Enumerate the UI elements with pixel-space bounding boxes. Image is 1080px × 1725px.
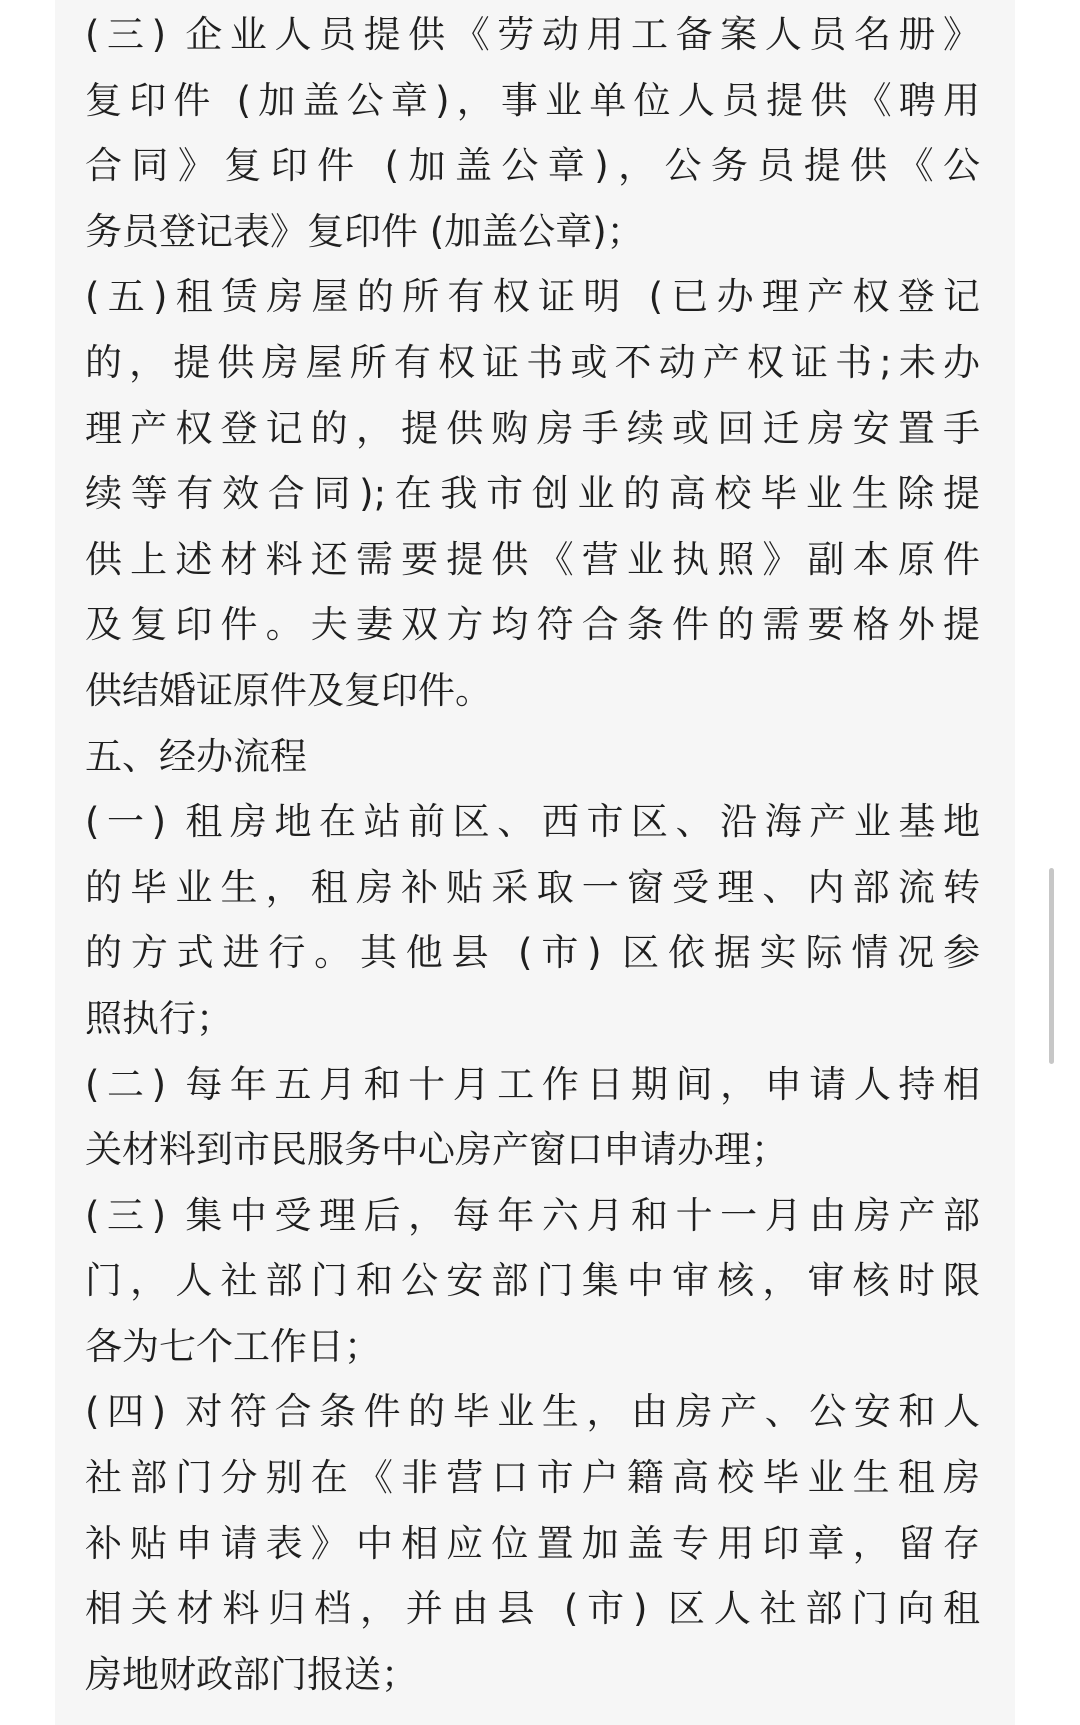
text-line: 的，提供房屋所有权证书或不动产权证书;未办 xyxy=(85,340,980,384)
text-line: 社部门分别在《非营口市户籍高校毕业生租房 xyxy=(85,1456,980,1500)
text-line: 房地财政部门报送； xyxy=(85,1652,418,1696)
section-heading: 五、经办流程 xyxy=(85,734,307,778)
text-line: 务员登记表》复印件 (加盖公章)； xyxy=(85,209,644,253)
text-line: 各为七个工作日； xyxy=(85,1324,381,1368)
text-line: 相关材料归档，并由县 (市) 区人社部门向租 xyxy=(85,1587,980,1631)
text-line: (三) 企业人员提供《劳动用工备案人员名册》 xyxy=(85,13,980,56)
text-line: 合同》复印件 (加盖公章)，公务员提供《公 xyxy=(85,144,980,188)
document-page xyxy=(55,0,1015,1725)
text-line: 的毕业生，租房补贴采取一窗受理、内部流转 xyxy=(85,865,980,909)
text-line: 补贴申请表》中相应位置加盖专用印章，留存 xyxy=(85,1521,980,1565)
text-line: 照执行； xyxy=(85,996,233,1040)
text-line: 复印件 (加盖公章)，事业单位人员提供《聘用 xyxy=(85,78,980,122)
text-line: (二) 每年五月和十月工作日期间，申请人持相 xyxy=(85,1062,980,1106)
document-text xyxy=(85,0,980,1707)
text-line: 供结婚证原件及复印件。 xyxy=(85,668,492,712)
text-line: 供上述材料还需要提供《营业执照》副本原件 xyxy=(85,537,980,581)
text-line: (四) 对符合条件的毕业生，由房产、公安和人 xyxy=(85,1390,980,1434)
text-line: 续等有效合同);在我市创业的高校毕业生除提 xyxy=(85,472,980,516)
vertical-scrollbar[interactable] xyxy=(1049,868,1054,1064)
text-line: (三) 集中受理后，每年六月和十一月由房产部 xyxy=(85,1193,980,1237)
text-line: 及复印件。夫妻双方均符合条件的需要格外提 xyxy=(85,603,980,647)
text-line: (一) 租房地在站前区、西市区、沿海产业基地 xyxy=(85,800,980,844)
text-line: 理产权登记的，提供购房手续或回迁房安置手 xyxy=(85,406,980,450)
text-line: 关材料到市民服务中心房产窗口申请办理； xyxy=(85,1128,788,1172)
text-line: 的方式进行。其他县 (市) 区依据实际情况参 xyxy=(85,931,980,975)
text-line: 门，人社部门和公安部门集中审核，审核时限 xyxy=(85,1259,980,1303)
text-line: (五)租赁房屋的所有权证明 (已办理产权登记 xyxy=(85,275,980,319)
